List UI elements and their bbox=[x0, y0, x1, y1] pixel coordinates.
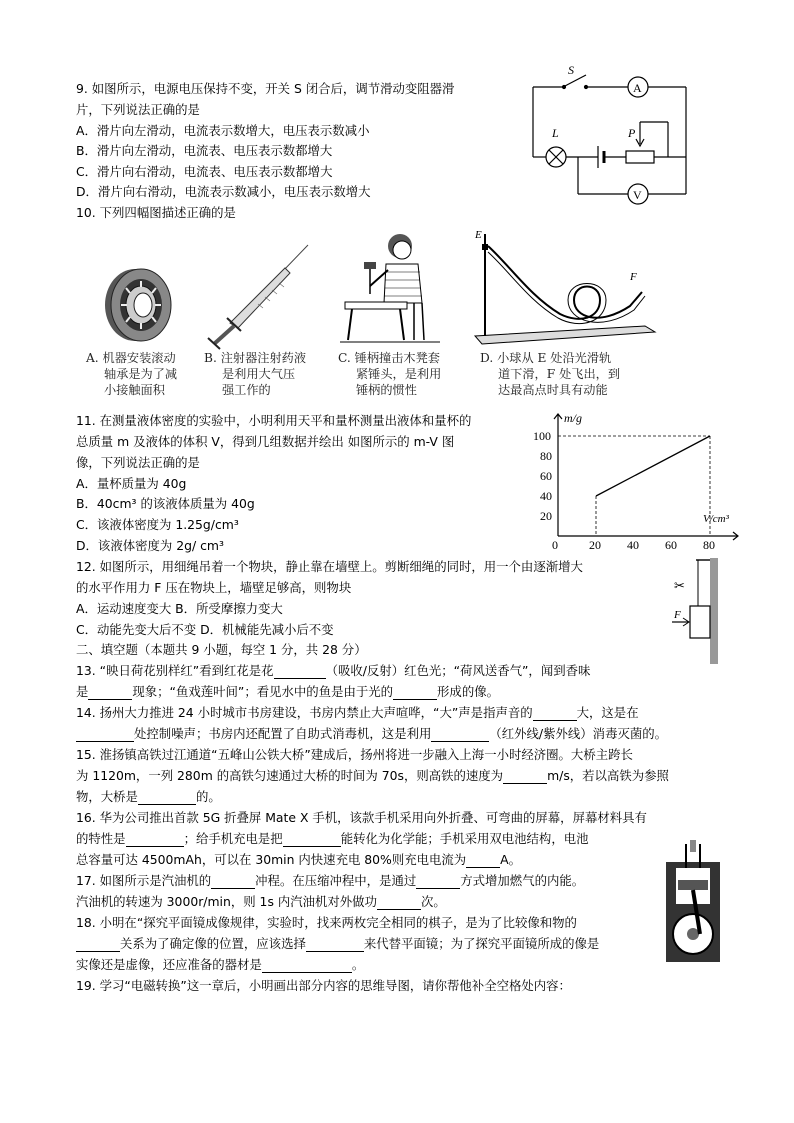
q12-options-cd: C．动能先变大后不变 D．机械能先减小后不变 bbox=[76, 622, 334, 637]
q14-blank-2[interactable] bbox=[76, 726, 134, 742]
q12-options-ab: A．运动速度变大 B．所受摩擦力变大 bbox=[76, 601, 283, 616]
q11-option-a: A．量杯质量为 40g bbox=[76, 476, 187, 491]
q16-blank-3[interactable] bbox=[466, 852, 500, 868]
caption-c-line2: 紧锤头，是利用 bbox=[356, 367, 442, 381]
caption-b-line3: 强工作的 bbox=[222, 383, 271, 397]
q17-blank-1[interactable] bbox=[211, 873, 255, 889]
hammer-stool-image bbox=[340, 228, 440, 348]
wall-block-image bbox=[668, 556, 723, 666]
q13-blank-2[interactable] bbox=[88, 684, 132, 700]
voltmeter-label: V bbox=[633, 188, 642, 202]
q17-line2: 汽油机的转速为 3000r/min，则 1s 内汽油机对外做功 次。 bbox=[76, 894, 446, 909]
q14-blank-3[interactable] bbox=[431, 726, 489, 742]
engine-image bbox=[662, 840, 724, 968]
q11-option-b: B．40cm³ 的该液体质量为 40g bbox=[76, 496, 255, 511]
q9-option-c: C．滑片向右滑动，电流表、电压表示数都增大 bbox=[76, 164, 333, 179]
q10-stem: 10. 下列四幅图描述正确的是 bbox=[76, 205, 236, 220]
slider-label: P bbox=[628, 126, 636, 140]
caption-d-line3: 达最高点时具有动能 bbox=[498, 383, 608, 397]
q15-line2: 为 1120m，一列 280m 的高铁匀速通过大桥的时间为 70s，则高铁的速度为 m/s，若以高铁为参照 bbox=[76, 768, 669, 783]
q14-line1: 14. 扬州大力推进 24 小时城市书房建设，书房内禁止大声喧哗，“大”声是指声音的 大，这是在 bbox=[76, 705, 639, 720]
q9-option-a: A．滑片向左滑动，电流表示数增大，电压表示数减小 bbox=[76, 123, 370, 138]
y-tick-label: 80 bbox=[540, 449, 552, 463]
y-tick-label: 60 bbox=[540, 469, 552, 483]
q12-stem-line1: 12. 如图所示，用细绳吊着一个物块，静止靠在墙壁上。剪断细绳的同时，用一个由逐渐增大 bbox=[76, 559, 583, 574]
x-tick-label: 80 bbox=[703, 538, 715, 552]
caption-d-line1: D. 小球从 E 处沿光滑轨 bbox=[480, 351, 612, 365]
q11-stem-line1: 11. 在测量液体密度的实验中，小明利用天平和量杯测量出液体和量杯的 bbox=[76, 413, 472, 428]
q19-stem: 19. 学习“电磁转换”这一章后，小明画出部分内容的思维导图，请你帮他补全空格处内容： bbox=[76, 978, 571, 993]
caption-a-line3: 小接触面积 bbox=[104, 383, 165, 397]
q18-line3: 实像还是虚像，还应准备的器材是 。 bbox=[76, 957, 365, 972]
q16-line1: 16. 华为公司推出首款 5G 折叠屏 Mate X 手机，该款手机采用向外折叠、可弯曲的屏幕，屏幕材料具有 bbox=[76, 810, 647, 825]
q14-blank-1[interactable] bbox=[533, 705, 577, 721]
q18-line2: 关系为了确定像的位置，应该选择 来代替平面镜；为了探究平面镜所成的像是 bbox=[76, 936, 599, 952]
data-line bbox=[596, 436, 710, 496]
caption-b-line1: B. 注射器注射药液 bbox=[204, 351, 307, 365]
bearing-image bbox=[95, 262, 185, 348]
q16-blank-2[interactable] bbox=[283, 831, 341, 847]
x-tick-label: 60 bbox=[665, 538, 677, 552]
q11-option-d: D．该液体密度为 2g/ cm³ bbox=[76, 538, 224, 553]
y-tick-label: 40 bbox=[540, 489, 552, 503]
q17-blank-2[interactable] bbox=[416, 873, 460, 889]
circuit-diagram bbox=[528, 62, 703, 212]
q11-stem-line2: 总质量 m 及液体的体积 V，得到几组数据并绘出 如图所示的 m-V 图 bbox=[76, 434, 455, 449]
q13-line2: 是 现象；“鱼戏莲叶间”；看见水中的鱼是由于光的 形成的像。 bbox=[76, 684, 499, 699]
switch-label: S bbox=[568, 63, 574, 77]
x-tick-label: 40 bbox=[627, 538, 639, 552]
caption-a-line2: 轴承是为了减 bbox=[104, 367, 178, 381]
caption-c-line1: C. 锤柄撞击木凳套 bbox=[338, 351, 440, 365]
caption-b-line2: 是利用大气压 bbox=[222, 367, 296, 381]
q9-option-b: B．滑片向左滑动，电流表、电压表示数都增大 bbox=[76, 143, 333, 158]
force-label: F bbox=[674, 609, 681, 621]
q15-line1: 15. 淮扬镇高铁过江通道“五峰山公铁大桥”建成后，扬州将进一步融入上海一小时经济圈。大桥主跨长 bbox=[76, 747, 633, 762]
q13-line1: 13. “映日荷花别样红”看到红花是花 （吸收/反射）红色光；“荷风送香气”，闻到香味 bbox=[76, 663, 591, 678]
q18-blank-2[interactable] bbox=[306, 936, 364, 952]
caption-c-line3: 锤柄的惯性 bbox=[356, 383, 417, 397]
lamp-label: L bbox=[552, 126, 559, 140]
q9-option-d: D．滑片向右滑动，电流表示数减小，电压表示数增大 bbox=[76, 184, 371, 199]
syringe-image bbox=[200, 240, 320, 350]
q17-line1: 17. 如图所示是汽油机的 冲程。在压缩冲程中，是通过 方式增加燃气的内能。 bbox=[76, 873, 585, 888]
q18-blank-1[interactable] bbox=[76, 936, 120, 952]
point-f-label: F bbox=[630, 271, 637, 283]
q9-stem-line1: 9. 如图所示，电源电压保持不变，开关 S 闭合后，调节滑动变阻器滑 bbox=[76, 81, 455, 96]
caption-a-line1: A. 机器安装滚动 bbox=[86, 351, 176, 365]
y-tick-label: 100 bbox=[533, 429, 551, 443]
q13-blank-1[interactable] bbox=[274, 663, 326, 679]
track-image bbox=[470, 226, 660, 350]
q13-blank-3[interactable] bbox=[393, 684, 437, 700]
scissors-icon: ✂ bbox=[674, 579, 685, 594]
x-tick-label: 20 bbox=[589, 538, 601, 552]
ammeter-label: A bbox=[633, 81, 642, 95]
q14-line2: 处控制噪声；书房内还配置了自助式消毒机，这是利用 （红外线/紫外线）消毒灭菌的。 bbox=[76, 726, 667, 742]
q15-blank-2[interactable] bbox=[138, 789, 196, 805]
q16-line3: 总容量可达 4500mAh，可以在 30min 内快速充电 80%则充电电流为 A。 bbox=[76, 852, 522, 867]
q16-line2: 的特性是 ；给手机充电是把 能转化为化学能；手机采用双电池结构，电池 bbox=[76, 831, 589, 846]
q15-line3: 物，大桥是 的。 bbox=[76, 789, 221, 804]
q18-line1: 18. 小明在“探究平面镜成像规律，实验时，找来两枚完全相同的棋子，是为了比较像和物的 bbox=[76, 915, 577, 930]
q17-blank-3[interactable] bbox=[377, 894, 421, 910]
q11-stem-line3: 像，下列说法正确的是 bbox=[76, 455, 200, 470]
m-v-chart bbox=[530, 408, 745, 553]
x-tick-label: 0 bbox=[552, 538, 558, 552]
q12-stem-line2: 的水平作用力 F 压在物块上，墙壁足够高，则物块 bbox=[76, 580, 352, 595]
q9-stem-line2: 片，下列说法正确的是 bbox=[76, 102, 200, 117]
point-e-label: E bbox=[475, 229, 482, 241]
y-axis-label: m/g bbox=[564, 411, 582, 425]
q18-blank-3[interactable] bbox=[262, 957, 352, 973]
section-heading: 二、填空题（本题共 9 小题，每空 1 分，共 28 分） bbox=[76, 642, 367, 657]
x-axis-label: V/cm³ bbox=[703, 513, 729, 525]
q11-option-c: C．该液体密度为 1.25g/cm³ bbox=[76, 517, 239, 532]
y-tick-label: 20 bbox=[540, 509, 552, 523]
caption-d-line2: 道下滑，F 处飞出，到 bbox=[498, 367, 621, 381]
q16-blank-1[interactable] bbox=[126, 831, 184, 847]
q15-blank-1[interactable] bbox=[503, 768, 547, 784]
